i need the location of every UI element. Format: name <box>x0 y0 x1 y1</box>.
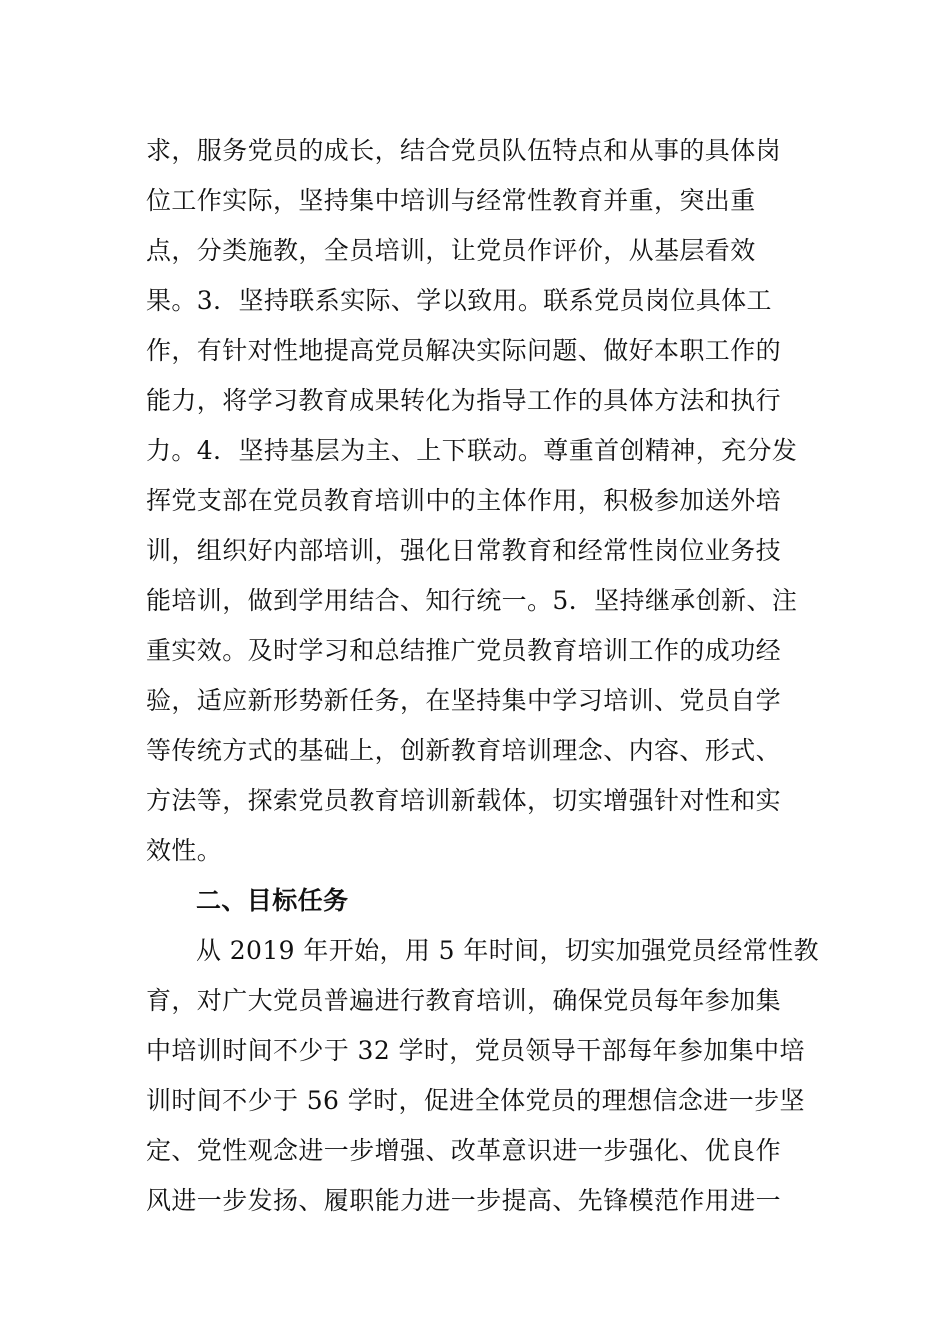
paragraph-line: 定、党性观念进一步增强、改革意识进一步强化、优良作 <box>146 1136 782 1165</box>
body-line: 能培训，做到学用结合、知行统一。5．坚持继承创新、注 <box>146 586 798 615</box>
paragraph-line: 训时间不少于 56 学时，促进全体党员的理想信念进一步坚 <box>146 1086 805 1115</box>
body-line: 方法等，探索党员教育培训新载体，切实增强针对性和实 <box>146 786 782 815</box>
body-line: 作，有针对性地提高党员解决实际问题、做好本职工作的 <box>146 336 782 365</box>
body-line: 能力，将学习教育成果转化为指导工作的具体方法和执行 <box>146 386 782 415</box>
body-line: 等传统方式的基础上，创新教育培训理念、内容、形式、 <box>146 736 782 765</box>
paragraph-line: 中培训时间不少于 32 学时，党员领导干部每年参加集中培 <box>146 1036 805 1065</box>
body-line: 求，服务党员的成长，结合党员队伍特点和从事的具体岗 <box>146 136 782 165</box>
body-line: 效性。 <box>146 836 223 865</box>
body-line: 重实效。及时学习和总结推广党员教育培训工作的成功经 <box>146 636 782 665</box>
section-heading: 二、目标任务 <box>196 886 349 915</box>
body-line: 力。4．坚持基层为主、上下联动。尊重首创精神，充分发 <box>146 436 798 465</box>
paragraph-line: 育，对广大党员普遍进行教育培训，确保党员每年参加集 <box>146 986 782 1015</box>
body-line: 果。3．坚持联系实际、学以致用。联系党员岗位具体工 <box>146 286 772 315</box>
body-line: 位工作实际，坚持集中培训与经常性教育并重，突出重 <box>146 186 756 215</box>
body-line: 验，适应新形势新任务，在坚持集中学习培训、党员自学 <box>146 686 782 715</box>
document-body <box>146 126 819 1226</box>
body-line: 挥党支部在党员教育培训中的主体作用，积极参加送外培 <box>146 486 782 515</box>
paragraph-first-line: 从 2019 年开始，用 5 年时间，切实加强党员经常性教 <box>196 936 819 965</box>
paragraph-line: 风进一步发扬、履职能力进一步提高、先锋模范作用进一 <box>146 1186 782 1215</box>
body-line: 点，分类施教，全员培训，让党员作评价，从基层看效 <box>146 236 756 265</box>
body-line: 训，组织好内部培训，强化日常教育和经常性岗位业务技 <box>146 536 782 565</box>
